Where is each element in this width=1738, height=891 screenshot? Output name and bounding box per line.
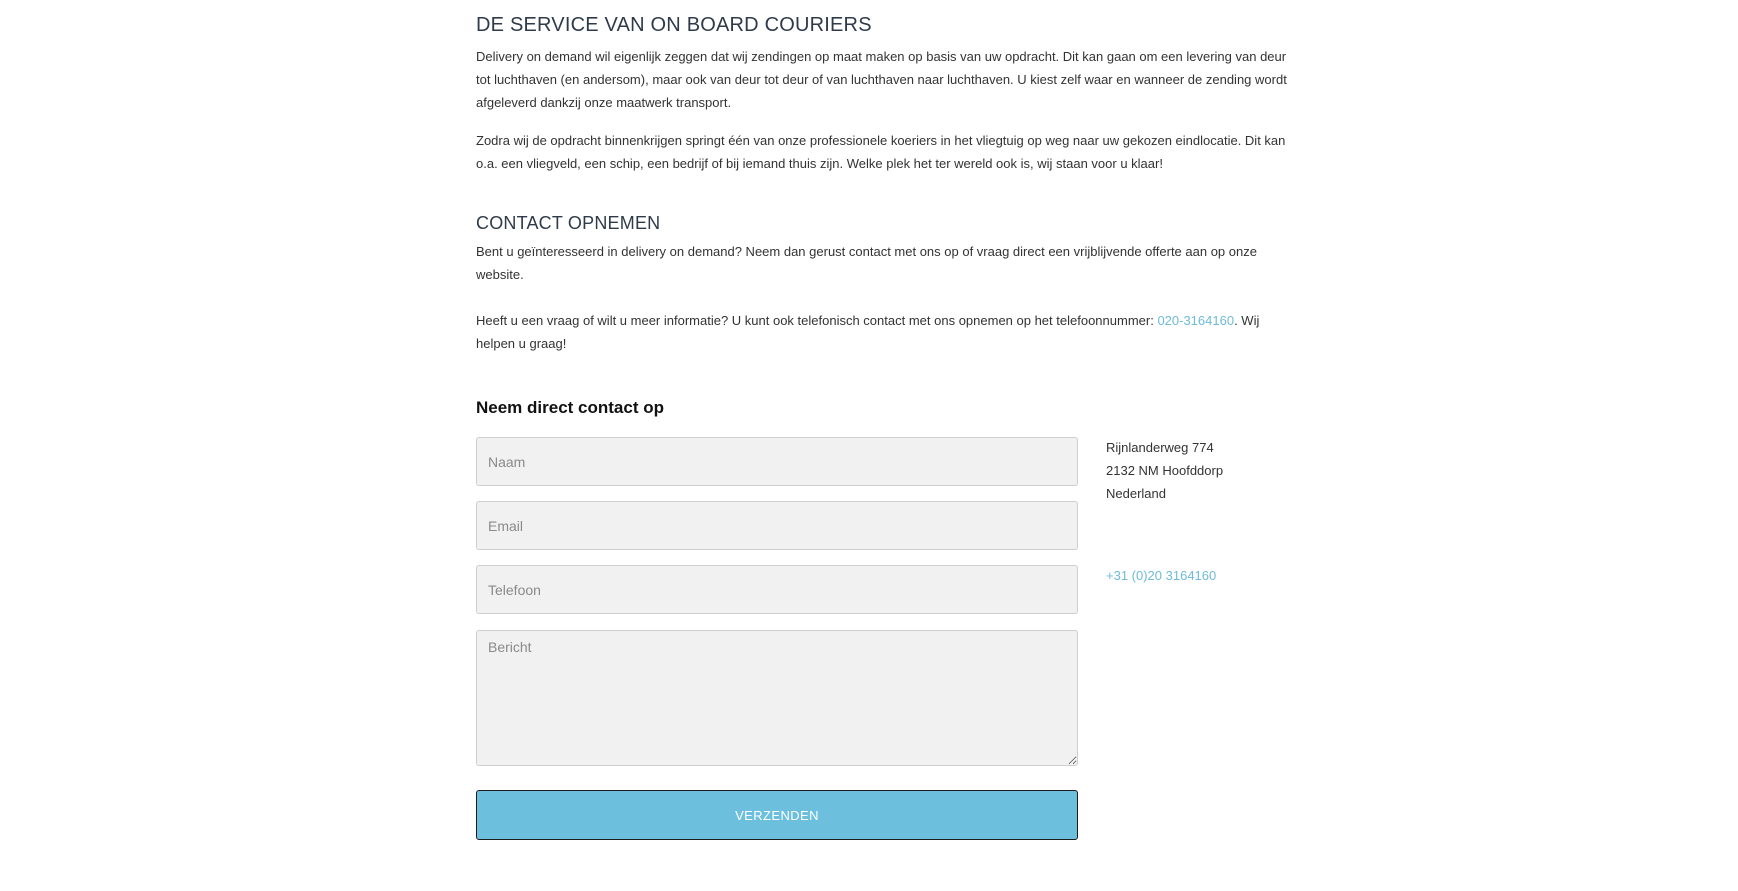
contact-paragraph-2-tail: . Wij helpen u graag! (476, 313, 1260, 351)
address-country: Nederland (1106, 486, 1166, 501)
service-paragraph-2: Zodra wij de opdracht binnenkrijgen springt één van onze professionele koeriers in het vliegtuig op weg naar uw gekozen eindlocatie. Dit kan o.a. een vliegveld, een schip, een bedrijf of bij iemand thuis zijn. Welke plek het ter wereld ook is, wij staan voor u klaar! (476, 133, 1286, 171)
contact-paragraph-2 (476, 309, 1290, 355)
form-title: Neem direct contact op (476, 398, 664, 417)
contact-paragraph-1: Bent u geïnteresseerd in delivery on demand? Neem dan gerust contact met ons op of vraag direct een vrijblijvende offerte aan op onze website. (476, 244, 1257, 282)
service-paragraph-1: Delivery on demand wil eigenlijk zeggen dat wij zendingen op maat maken op basis van uw opdracht. Dit kan gaan om een levering van deur tot luchthaven (en andersom), maar ook van deur tot deur of van luchthaven naar luchthaven. U kiest zelf waar en wanneer de zending wordt afgeleverd dankzij onze maatwerk transport. (476, 49, 1287, 110)
contact-heading: CONTACT OPNEMEN (476, 213, 661, 233)
bericht-textarea[interactable] (476, 630, 1078, 766)
service-heading: DE SERVICE VAN ON BOARD COURIERS (476, 14, 872, 36)
submit-button[interactable]: VERZENDEN (476, 790, 1078, 840)
email-input[interactable] (476, 501, 1078, 550)
naam-input[interactable] (476, 437, 1078, 486)
address-phone-link[interactable]: +31 (0)20 3164160 (1106, 568, 1217, 583)
address-street: Rijnlanderweg 774 (1106, 440, 1214, 455)
phone-link[interactable]: 020-3164160 (1157, 313, 1235, 328)
contact-paragraph-2-text: Heeft u een vraag of wilt u meer informatie? U kunt ook telefonisch contact met ons opnemen op het telefoonnummer: (476, 313, 1158, 328)
address-block (1106, 436, 1223, 505)
address-city: 2132 NM Hoofddorp (1106, 463, 1224, 478)
telefoon-input[interactable] (476, 565, 1078, 614)
